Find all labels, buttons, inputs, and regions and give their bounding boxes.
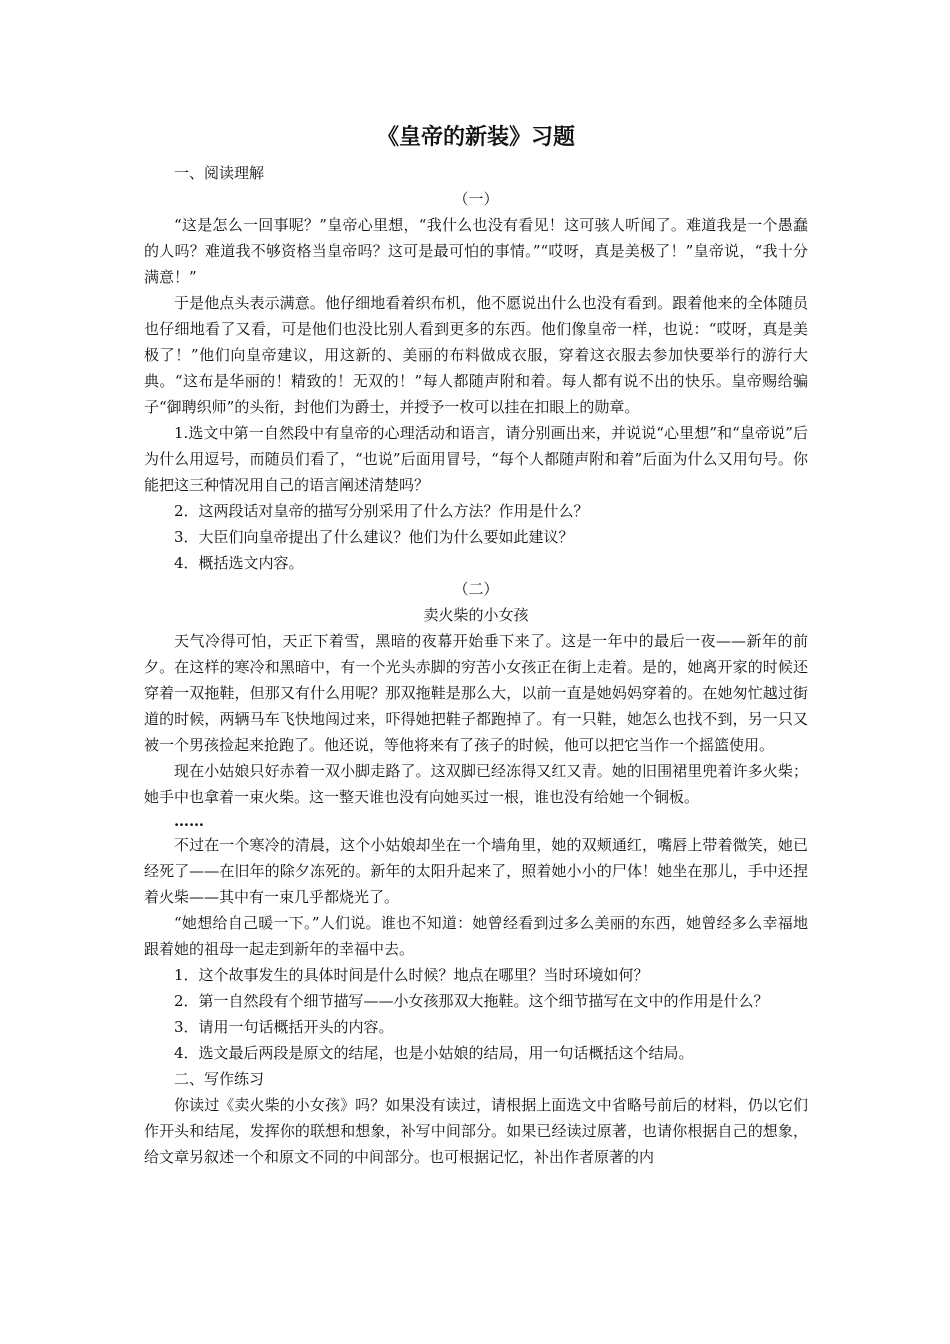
question-item: 3．大臣们向皇帝提出了什么建议？他们为什么要如此建议？ [174,528,574,546]
paragraph: 天气冷得可怕，天正下着雪，黑暗的夜幕开始垂下来了。这是一年中的最后一夜——新年的前夕。在这样的寒冷和黑暗中，有一个光头赤脚的穷苦小女孩正在街上走着。是的，她离开家的时候还穿着一双拖鞋，但那又有什么用呢？那双拖鞋是那么大，以前一直是她妈妈穿着的。在她匆忙越过街道的时候，两辆马车飞快地闯过来，吓得她把鞋子都跑掉了。有一只鞋，她怎么也找不到，另一只又被一个男孩捡起来抢跑了。他还说，等他将来有了孩子的时候，他可以把它当作一个摇篮使用。 [144,632,808,754]
paragraph: 现在小姑娘只好赤着一双小脚走路了。这双脚已经冻得又红又青。她的旧围裙里兜着许多火柴；她手中也拿着一束火柴。这一整天谁也没有向她买过一根，谁也没有给她一个铜板。 [144,762,808,806]
question-item: 4．选文最后两段是原文的结尾，也是小姑娘的结局，用一句话概括这个结局。 [174,1044,694,1062]
paragraph: 你读过《卖火柴的小女孩》吗？如果没有读过，请根据上面选文中省略号前后的材料，仍以它们作开头和结尾，发挥你的联想和想象，补写中间部分。如果已经读过原著，也请你根据自己的想象，给文章另叙述一个和原文不同的中间部分。也可根据记忆，补出作者原著的内 [144,1096,808,1166]
question-item: 1.选文中第一自然段中有皇帝的心理活动和语言，请分别画出来，并说说“心里想”和“皇帝说”后为什么用逗号，而随员们看了，“也说”后面用冒号，“每个人都随声附和着”后面为什么又用句号。你能把这三种情况用自己的语言阐述清楚吗？ [144,424,808,494]
question-item: 2．这两段话对皇帝的描写分别采用了什么方法？作用是什么？ [174,502,589,520]
part-label-2: （二） [453,580,499,598]
page-title: 《皇帝的新装》习题 [376,125,575,150]
paragraph: “这是怎么一回事呢？”皇帝心里想，“我什么也没有看见！这可骇人听闻了。难道我是一个愚蠢的人吗？难道我不够资格当皇帝吗？这可是最可怕的事情。”“哎呀，真是美极了！”皇帝说，“我十分满意！” [144,216,808,286]
paragraph: 不过在一个寒冷的清晨，这个小姑娘却坐在一个墙角里，她的双颊通红，嘴唇上带着微笑，她已经死了——在旧年的除夕冻死的。新年的太阳升起来了，照着她小小的尸体！她坐在那儿，手中还捏着火柴——其中有一束几乎都烧光了。 [144,836,808,906]
section-heading-reading: 一、阅读理解 [174,164,265,182]
ellipsis-mark: …… [174,812,204,830]
question-item: 4．概括选文内容。 [174,554,304,572]
paragraph: 于是他点头表示满意。他仔细地看着织布机，他不愿说出什么也没有看到。跟着他来的全体随员也仔细地看了又看，可是他们也没比别人看到更多的东西。他们像皇帝一样，也说：“哎呀，真是美极了！”他们向皇帝建议，用这新的、美丽的布料做成衣服，穿着这衣服去参加快要举行的游行大典。“这布是华丽的！精致的！无双的！”每人都随声附和着。每人都有说不出的快乐。皇帝赐给骗子“御聘织师”的头衔，封他们为爵士，并授予一枚可以挂在扣眼上的勋章。 [144,294,808,416]
story-title: 卖火柴的小女孩 [423,606,529,624]
part-label-1: （一） [453,190,499,208]
section-heading-writing: 二、写作练习 [174,1070,265,1088]
question-item: 3．请用一句话概括开头的内容。 [174,1018,394,1036]
document-page [144,118,808,1170]
question-item: 1．这个故事发生的具体时间是什么时候？地点在哪里？当时环境如何？ [174,966,649,984]
paragraph: “她想给自己暖一下。”人们说。谁也不知道：她曾经看到过多么美丽的东西，她曾经多么幸福地跟着她的祖母一起走到新年的幸福中去。 [144,914,808,958]
question-item: 2．第一自然段有个细节描写——小女孩那双大拖鞋。这个细节描写在文中的作用是什么？ [174,992,769,1010]
